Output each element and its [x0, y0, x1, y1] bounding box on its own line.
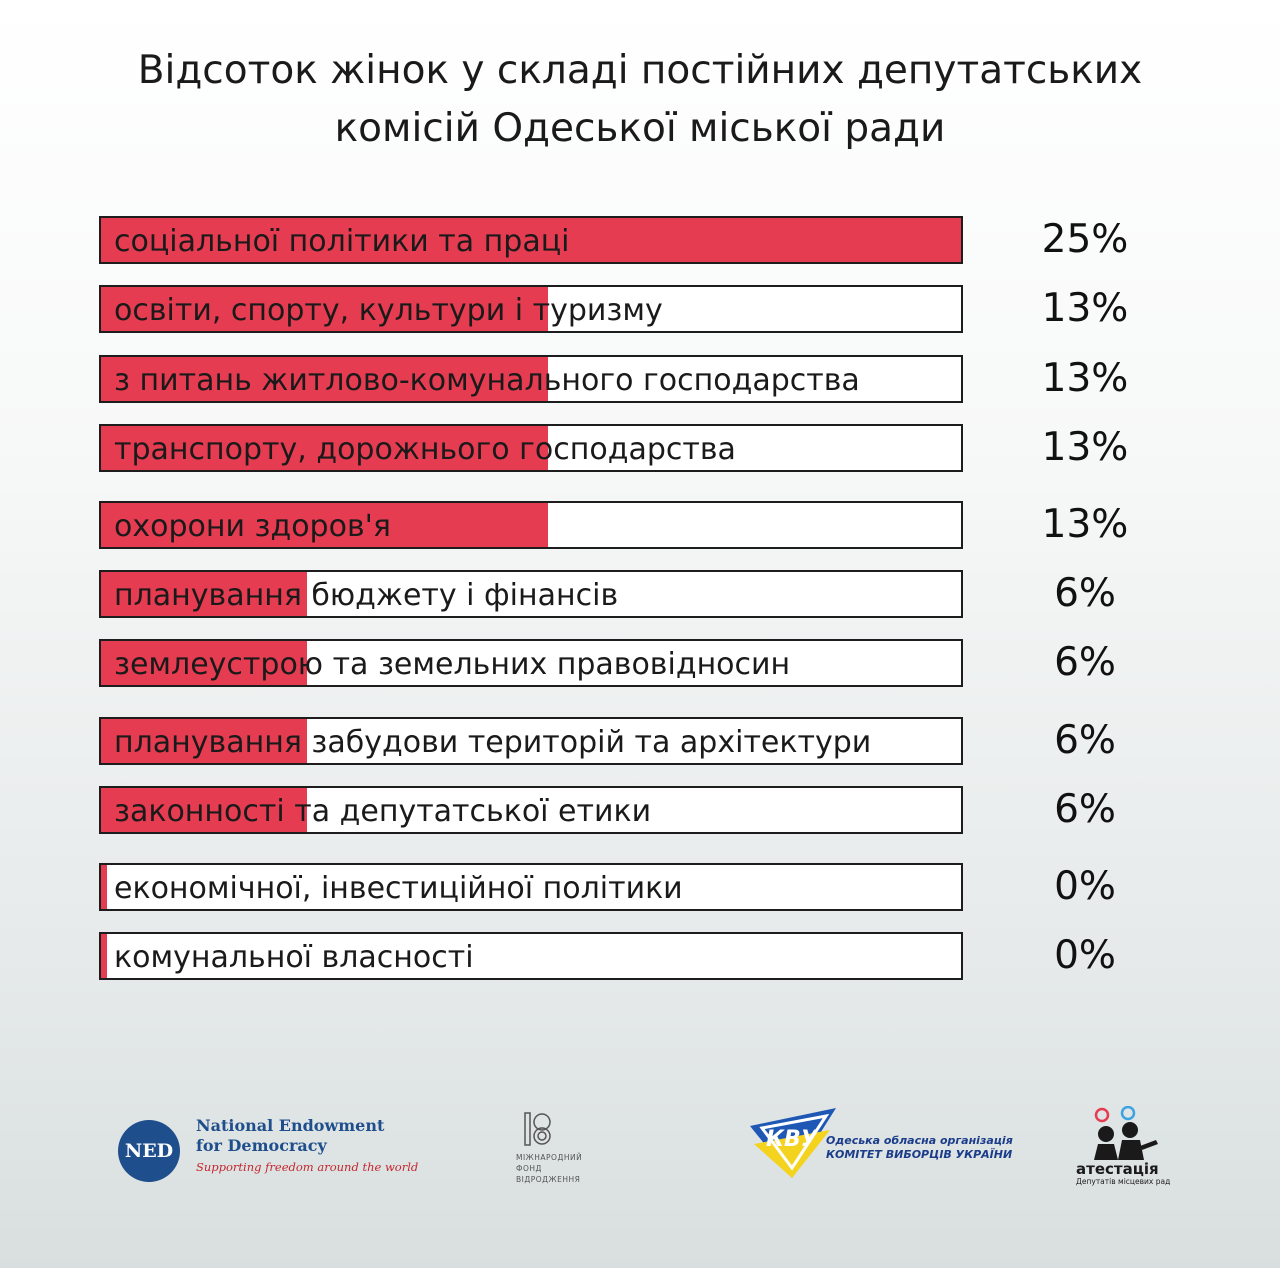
value-label: 13%	[1041, 286, 1129, 331]
atestatsiia-subtitle: Депутатів місцевих рад	[1076, 1177, 1171, 1186]
bar-frame	[99, 570, 963, 618]
value-label: 13%	[1041, 356, 1129, 401]
cvu-text-line-1: Одеська обласна організація	[826, 1134, 1013, 1147]
category-label: комунальної власності	[114, 940, 474, 975]
category-label: економічної, інвестиційної політики	[114, 871, 683, 906]
bar-row	[99, 501, 963, 549]
cvu-emblem-icon	[748, 1104, 838, 1184]
category-label: соціальної політики та праці	[114, 224, 570, 259]
category-label: законності та депутатської етики	[114, 794, 652, 829]
ned-emblem: NED	[118, 1120, 180, 1182]
sponsor-logos	[0, 1090, 1280, 1200]
bar-row	[99, 863, 963, 911]
ned-name-line-2: for Democracy	[196, 1136, 327, 1155]
value-label: 6%	[1054, 640, 1116, 685]
svg-text:КВУ: КВУ	[766, 1127, 818, 1152]
irf-text-line-2: ФОНД	[516, 1164, 542, 1173]
atestatsiia-logo	[1074, 1106, 1174, 1196]
category-label: планування забудови територій та архітектури	[114, 725, 872, 760]
ned-tagline: Supporting freedom around the world	[196, 1160, 419, 1174]
category-label: транспорту, дорожнього господарства	[114, 432, 736, 467]
category-label: планування бюджету і фінансів	[114, 578, 619, 613]
irf-emblem-icon	[524, 1112, 552, 1146]
bar-row	[99, 570, 963, 618]
atestatsiia-emblem-icon	[1092, 1106, 1172, 1160]
category-label: землеустрою та земельних правовідносин	[114, 647, 791, 682]
bar-frame	[99, 424, 963, 472]
bar-frame	[99, 639, 963, 687]
value-label: 13%	[1041, 502, 1129, 547]
bar-frame	[99, 285, 963, 333]
bar-frame	[99, 216, 963, 264]
bar-row	[99, 639, 963, 687]
bar-frame	[99, 717, 963, 765]
bar	[101, 865, 107, 909]
value-label: 6%	[1054, 787, 1116, 832]
bar-frame	[99, 501, 963, 549]
category-label: з питань житлово-комунального господарства	[114, 363, 860, 398]
bar-row	[99, 285, 963, 333]
bar-row	[99, 355, 963, 403]
value-label: 13%	[1041, 425, 1129, 470]
ned-name-line-1: National Endowment	[196, 1116, 385, 1135]
value-label: 6%	[1054, 718, 1116, 763]
bar-row	[99, 717, 963, 765]
bar	[101, 934, 107, 978]
irf-logo	[516, 1112, 606, 1185]
value-label: 6%	[1054, 571, 1116, 616]
chart-title-line-2: комісій Одеської міської ради	[334, 106, 946, 151]
value-label: 25%	[1041, 217, 1129, 262]
category-label: освіти, спорту, культури і туризму	[114, 293, 663, 328]
value-label: 0%	[1054, 864, 1116, 909]
bar-row	[99, 786, 963, 834]
irf-text-line-3: ВІДРОДЖЕННЯ	[516, 1175, 581, 1184]
bar-row	[99, 932, 963, 980]
value-label: 0%	[1054, 933, 1116, 978]
atestatsiia-title: атестація	[1076, 1160, 1159, 1178]
bar-row	[99, 424, 963, 472]
bar-frame	[99, 863, 963, 911]
cvu-logo	[748, 1104, 1013, 1184]
chart-title-line-1: Відсоток жінок у складі постійних депутатських	[137, 48, 1143, 93]
cvu-text-line-2: КОМІТЕТ ВИБОРЦІВ УКРАЇНИ	[826, 1148, 1013, 1161]
category-label: охорони здоров'я	[114, 509, 391, 544]
bar-frame	[99, 932, 963, 980]
irf-text-line-1: МІЖНАРОДНИЙ	[516, 1153, 583, 1162]
bar-frame	[99, 355, 963, 403]
bar-frame	[99, 786, 963, 834]
bar-row	[99, 216, 963, 264]
